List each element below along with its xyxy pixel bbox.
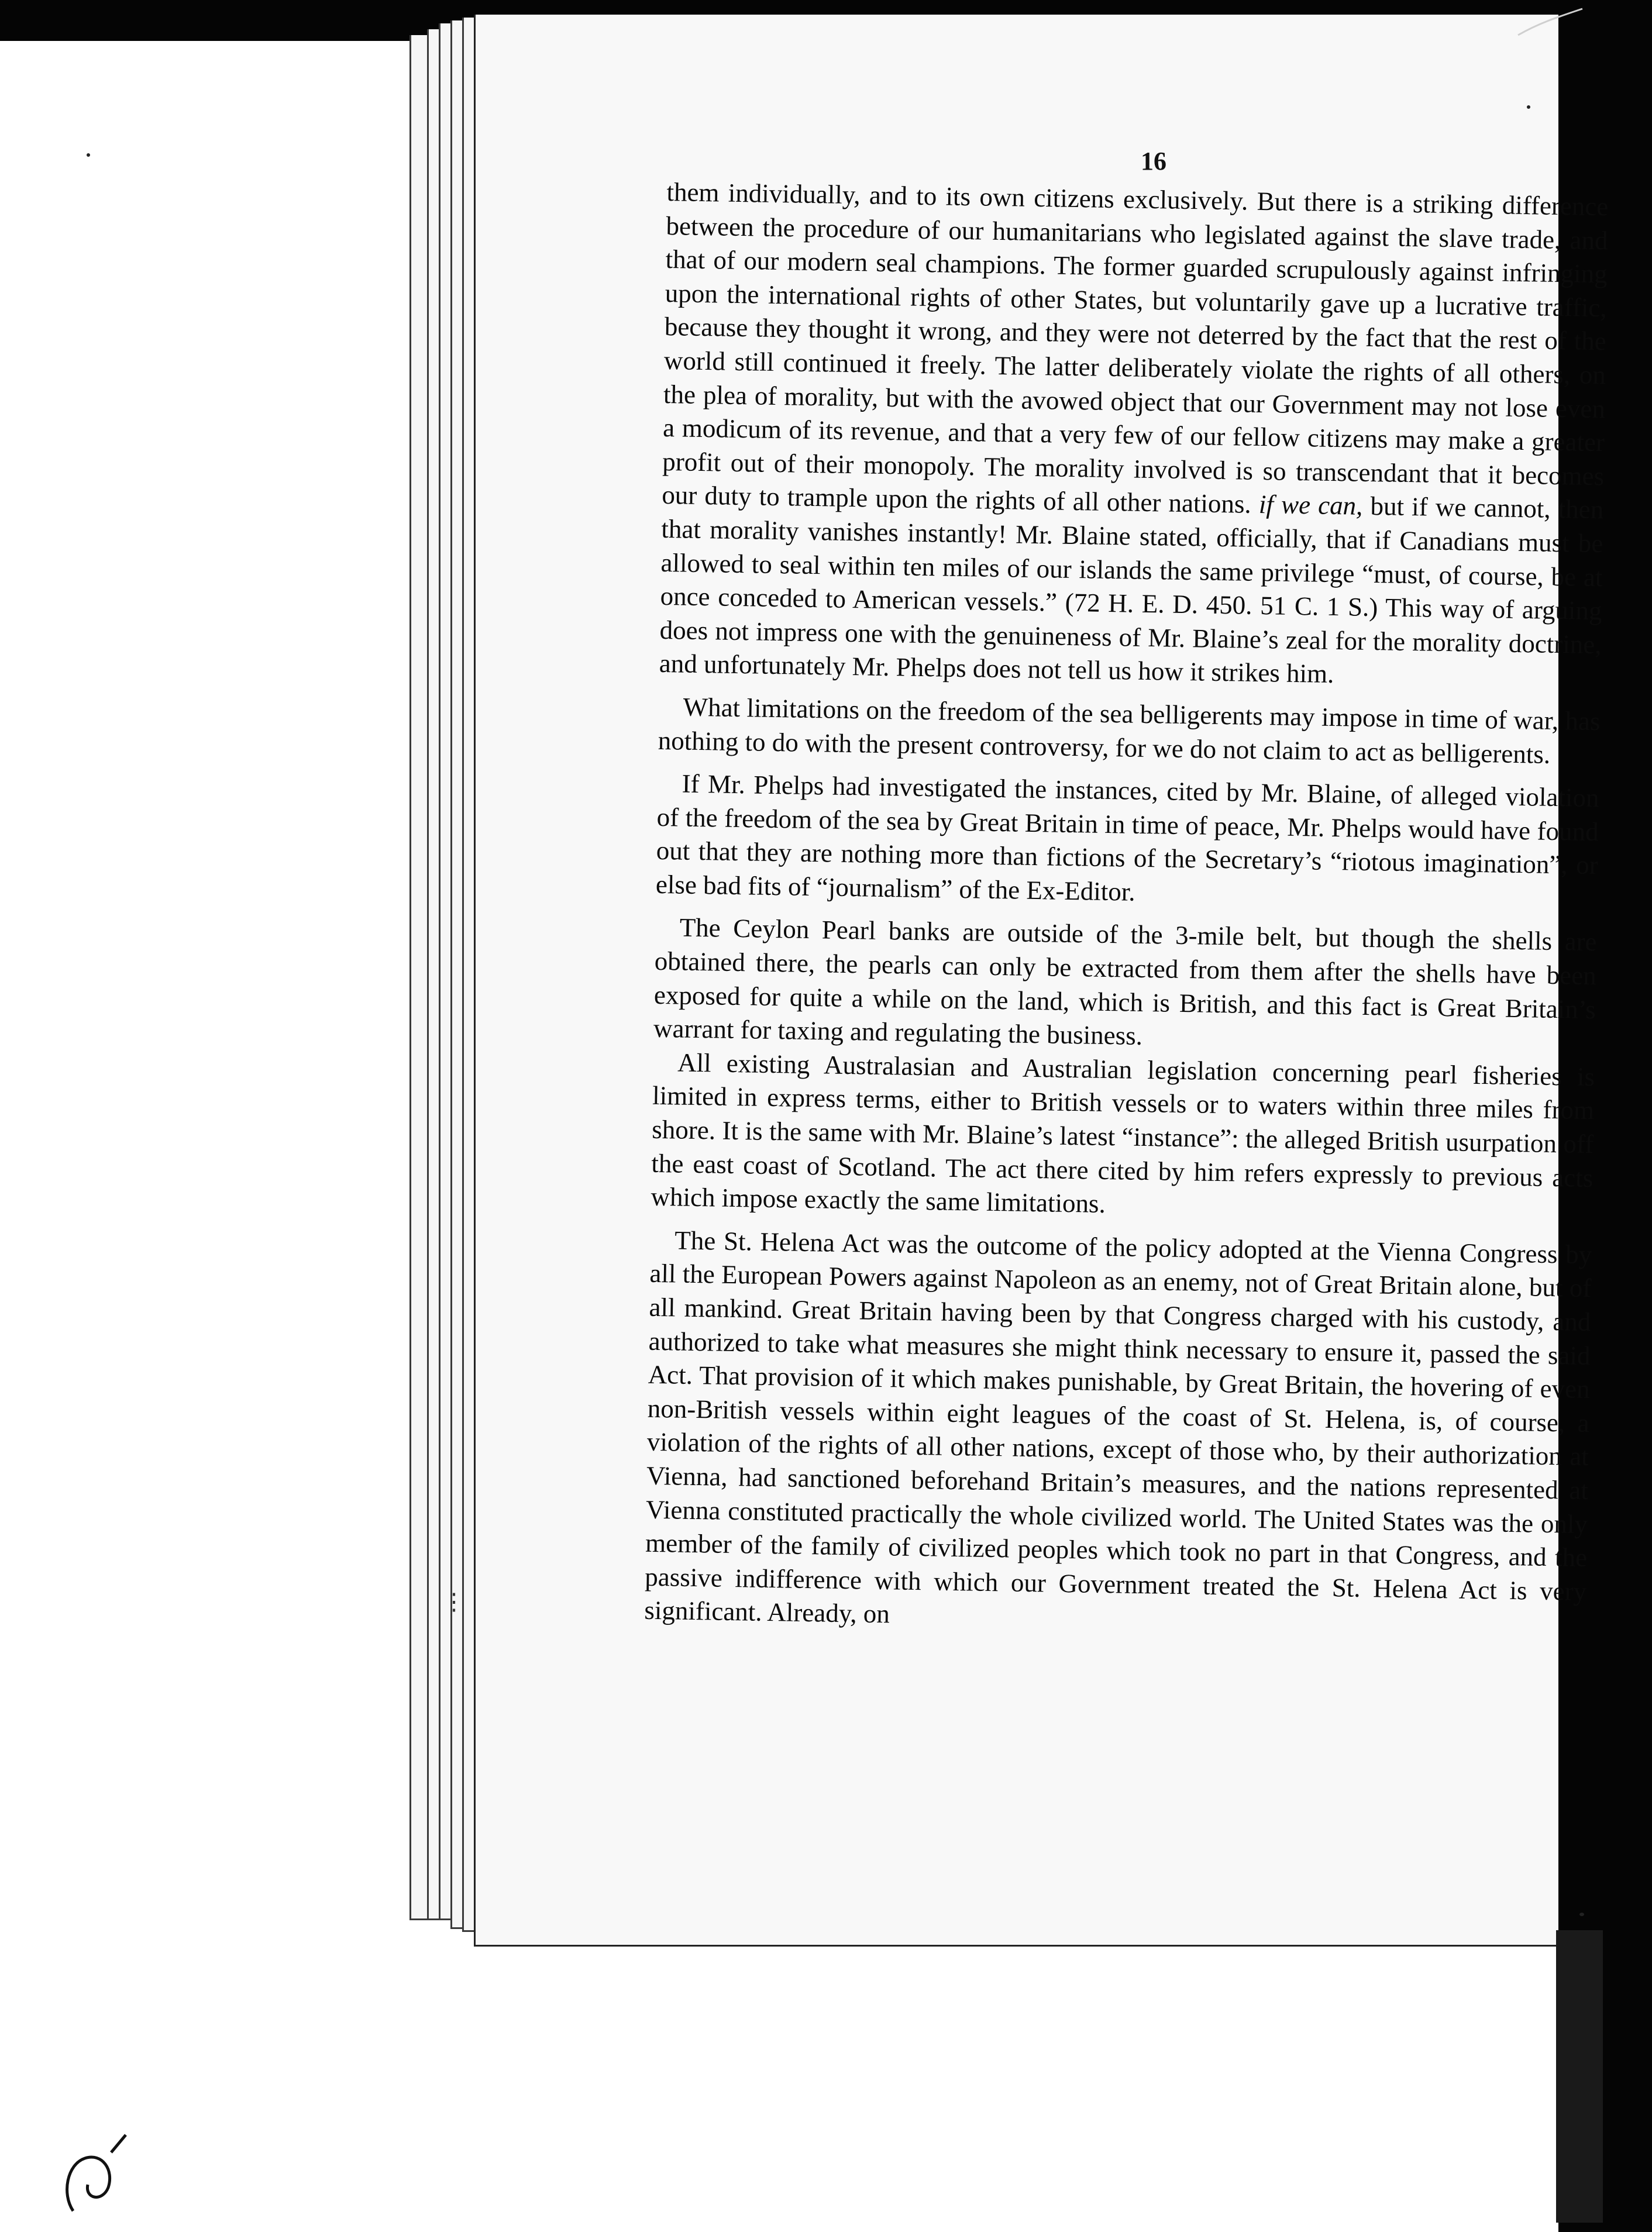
italic-text: if we can, — [1258, 490, 1363, 521]
scan-speck — [87, 153, 90, 157]
paragraph-text: but if we cannot, then that morality vanishes instantly! Mr. Blaine stated, officially, that if Canadians must be allowed to seal within ten miles of our islands the same privilege “must, of course, be at once conceded to American vessels.” (72 H. E. D. 450. 51 C. 1 S.) This way of arguing does not impress one with the genuineness of Mr. Blaine’s zeal for the morality doctrine, and unfortunately Mr. Phelps does not tell us how it strikes him. — [659, 491, 1604, 689]
scan-speck — [1579, 1913, 1584, 1916]
body-text — [644, 175, 1609, 1642]
paragraph-text: The Ceylon Pearl banks are outside of the 3-mile belt, but though the shells are obtained there, the pearls can only be extracted from them after the shells have been exposed for quite a while on the land, which is British, and this fact is Great Britain’s warrant for taxing and regulating the business. — [653, 912, 1598, 1051]
paragraph — [659, 175, 1608, 695]
margin-mark: ⋮ — [442, 1589, 466, 1615]
paragraph — [651, 1046, 1595, 1229]
paragraph-text: If Mr. Phelps had investigated the instances, cited by Mr. Blaine, of alleged violation of the freedom of the sea by Great Britain in time of peace, Mr. Phelps would have found out that they are nothing more than fictions of the Secretary’s “riotous imagination”, or else bad fits of “journalism” of the Ex-Editor. — [655, 769, 1599, 907]
paper-clip-icon — [56, 2129, 137, 2217]
page-number: 16 — [1141, 147, 1166, 175]
scan-binding-strip — [1556, 1930, 1603, 2223]
paragraph-text: The St. Helena Act was the outcome of the policy adopted at the Vienna Congress by all the European Powers against Napoleon as an enemy, not of Great Britain alone, but of all mankind. Great Britain having been by that Congress charged with his custody, and authorized to take what measures she might think necessary to ensure it, passed the said Act. That provision of it which makes punishable, by Great Britain, the hovering of even non-British vessels within eight leagues of the coast of St. Helena, is, of course, a violation of the rights of all other nations, except of those who, by their authorization at Vienna, had sanctioned beforehand Britain’s measures, and the nations represented at Vienna constituted practically the whole civilized world. The United States was the only member of the family of civilized peoples which took no part in that Congress, and the passive indifference with which our Government treated the St. Helena Act is very significant. Already, on — [644, 1225, 1592, 1629]
paragraph-text: All existing Australasian and Australian legislation concerning pearl fisheries is limited in express terms, either to British vessels or to waters within three miles from shore. It is the same with Mr. Blaine’s latest “instance”: the alleged British usurpation off the east coast of Scotland. The act there cited by him refers expressly to previous acts which impose exactly the same limitations. — [651, 1048, 1595, 1219]
paragraph — [658, 690, 1601, 772]
paragraph — [655, 767, 1599, 917]
paragraph-text: them individually, and to its own citizens exclusively. But there is a striking difference between the procedure of our humanitarians who legislated against the slave trade, and that of our modern seal champions. The former guarded scrupulously against infringing upon the international rights of other States, but voluntarily gave up a lucrative traffic, because they thought it wrong, and they were not deterred by the fact that the rest of the world still continued it freely. The latter deliberately violate the rights of all others, on the plea of morality, but with the avowed object that our Government may not lose even a modicum of its revenue, and that a very few of our fellow citizens may make a greater profit out of their monopoly. The morality involved is so transcendant that it becomes our duty to trample upon the rights of all other nations. — [662, 177, 1609, 519]
paragraph — [653, 911, 1597, 1060]
pen-stroke-mark — [1515, 6, 1585, 41]
paragraph-text: What limitations on the freedom of the sea belligerents may impose in time of war, has nothing to do with the present controversy, for we do not claim to act as belligerents. — [658, 692, 1601, 769]
paragraph — [644, 1224, 1592, 1642]
scan-speck — [1527, 105, 1530, 109]
